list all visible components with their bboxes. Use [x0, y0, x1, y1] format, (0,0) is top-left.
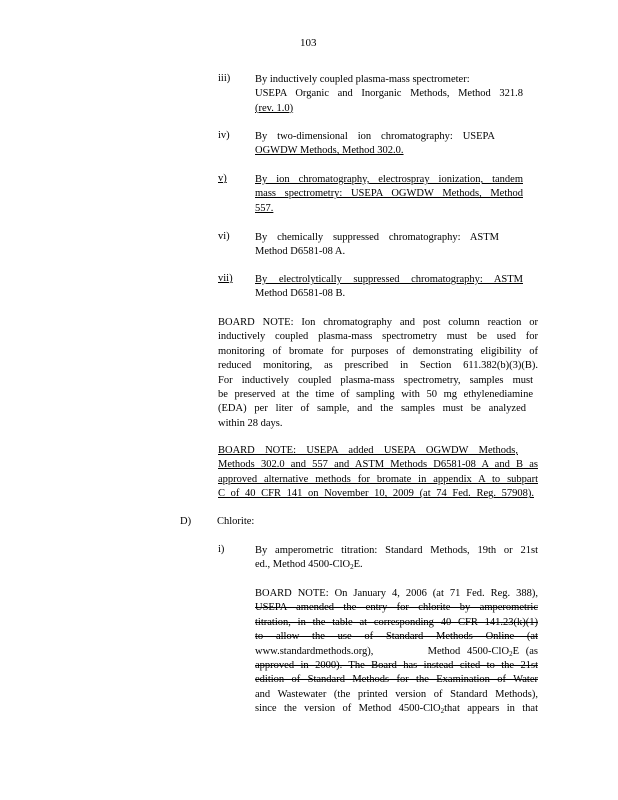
- note-line: BOARD NOTE: On January 4, 2006 (at 71 Fed. Reg. 388),: [255, 588, 538, 599]
- list-item-iv: [218, 130, 523, 162]
- note-line: approved alternative methods for bromate in appendix A to subpart: [218, 473, 538, 485]
- board-note-2: [218, 444, 538, 502]
- item-text-line: ed., Method 4500-ClO2E.: [255, 559, 363, 572]
- item-marker: vi): [218, 231, 230, 242]
- note-line: since the version of Method 4500-ClO2that appears in that: [255, 703, 538, 716]
- board-note-1: [218, 316, 538, 431]
- note-line: and Wastewater (the printed version of Standard Methods),: [255, 688, 538, 700]
- note-line: Methods 302.0 and 557 and ASTM Methods D6581-08 A and B as: [218, 459, 538, 471]
- item-marker: iii): [218, 73, 231, 84]
- deleted-text: approved in 2000). The Board has instead cited to the 21st: [255, 660, 538, 672]
- note-line: BOARD NOTE: USEPA added USEPA OGWDW Methods,: [218, 445, 518, 456]
- list-item-vii: [218, 273, 523, 305]
- inserted-text: OGWDW Methods, Method 302.0.: [255, 145, 404, 157]
- note-line: www.standardmethods.org), Method 4500-ClO2E (as: [255, 645, 538, 658]
- item-text-line: mass spectrometry: USEPA OGWDW Methods, Method: [255, 188, 523, 200]
- note-line: inductively coupled plasma-mass spectrometry must be used for: [218, 331, 538, 343]
- deleted-text: to allow the use of Standard Methods Online (at: [255, 631, 538, 643]
- section-title: Chlorite:: [217, 516, 255, 527]
- item-text-line: USEPA Organic and Inorganic Methods, Method 321.8: [255, 88, 523, 100]
- deleted-text: edition of Standard Methods for the Examination of Water: [255, 674, 538, 686]
- item-text-line: By inductively coupled plasma-mass spectrometer:: [255, 74, 470, 85]
- section-d: [180, 516, 380, 532]
- list-item-iii: [218, 73, 523, 118]
- item-text-line: By chemically suppressed chromatography: ASTM: [255, 232, 499, 243]
- item-text-line: Method D6581-08 B.: [255, 288, 346, 300]
- page-number: 103: [300, 37, 317, 49]
- inserted-text: 557.: [255, 202, 274, 214]
- note-line: (EDA) per liter of sample, and the samples must be analyzed: [218, 403, 526, 415]
- note-line: C of 40 CFR 141 on November 10, 2009 (at 74 Fed. Reg. 57908).: [218, 488, 534, 500]
- item-text-line: By amperometric titration: Standard Methods, 19th or 21st: [255, 545, 538, 556]
- note-line: For inductively coupled plasma-mass spectrometry, samples must: [218, 374, 533, 386]
- note-line: be preserved at the time of sampling with 50 mg ethylenediamine: [218, 389, 533, 401]
- inserted-text: (rev. 1.0): [255, 102, 294, 114]
- note-line: BOARD NOTE: Ion chromatography and post column reaction or: [218, 317, 538, 328]
- note-line: within 28 days.: [218, 417, 283, 429]
- note-line: reduced monitoring, as prescribed in Section 611.382(b)(3)(B).: [218, 360, 538, 372]
- board-note-3: [255, 587, 538, 717]
- item-text-line: By electrolytically suppressed chromatography: ASTM: [255, 274, 523, 285]
- list-item-i: [218, 544, 538, 576]
- item-text-line: By two-dimensional ion chromatography: USEPA: [255, 131, 495, 142]
- item-marker: v): [218, 173, 227, 184]
- item-marker: iv): [218, 130, 230, 141]
- item-text-line: By ion chromatography, electrospray ionization, tandem: [255, 174, 523, 185]
- item-marker: vii): [218, 273, 233, 284]
- deleted-text: titration, in the table at corresponding 40 CFR 141.23(k)(1): [255, 616, 538, 628]
- list-item-vi: [218, 231, 523, 263]
- list-item-v: [218, 173, 523, 218]
- item-text-line: Method D6581-08 A.: [255, 246, 346, 258]
- item-marker: i): [218, 544, 225, 555]
- section-marker: D): [180, 516, 192, 527]
- note-line: monitoring of bromate for purposes of demonstrating eligibility of: [218, 345, 538, 357]
- deleted-text: USEPA amended the entry for chlorite by amperometric: [255, 602, 538, 614]
